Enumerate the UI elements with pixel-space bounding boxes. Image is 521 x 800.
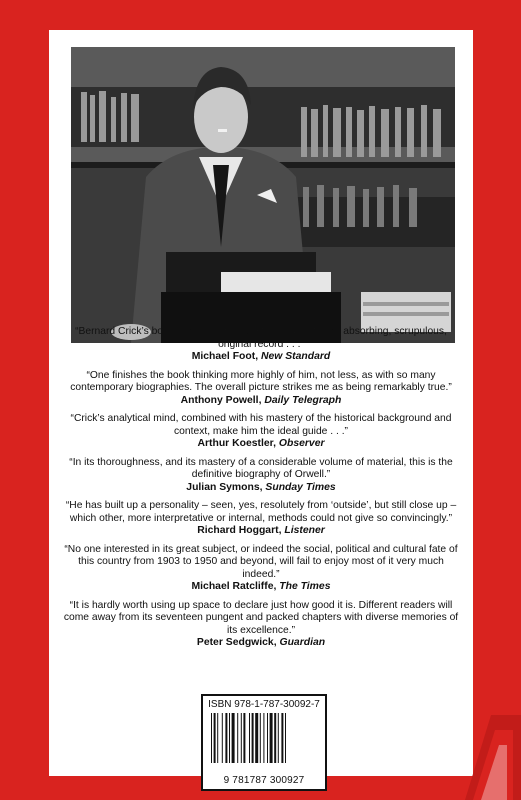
quote-attribution <box>63 525 459 538</box>
quote-publication: Listener <box>284 525 325 536</box>
author-photograph <box>71 47 455 343</box>
barcode-digits: 9 781787 300927 <box>223 775 305 786</box>
quote-text: “No one interested in its great subject, or indeed the social, political and cultural fate of this country from 1903 to 1950 and beyond, will fail to enjoy most of it very much indeed.” <box>64 543 458 580</box>
isbn-label: ISBN 978-1-787-30092-7 <box>208 699 320 710</box>
review-quote <box>63 370 459 408</box>
quote-attribution <box>63 637 459 650</box>
review-quotes <box>63 326 459 656</box>
barcode-bars <box>211 713 317 763</box>
quote-author: Anthony Powell, <box>180 394 262 406</box>
quote-text: “One finishes the book thinking more highly of him, not less, as with so many contemporary biographies. The overall picture strikes me as being remarkably true.” <box>70 369 452 393</box>
quote-author: Julian Symons, <box>186 481 263 493</box>
publisher-logo-icon <box>451 690 521 800</box>
quote-attribution <box>63 351 459 364</box>
quote-attribution <box>63 438 459 451</box>
review-quote <box>63 600 459 650</box>
review-quote <box>63 544 459 594</box>
quote-publication: Observer <box>278 438 325 449</box>
review-quote <box>63 500 459 538</box>
review-quote <box>63 413 459 451</box>
quote-author: Arthur Koestler, <box>197 438 276 449</box>
quote-text: “It is hardly worth using up space to declare just how good it is. Different readers will come away from its seventeen pungent and packed chapters with diverse memories of its excellence.” <box>63 599 459 636</box>
quote-publication: The Times <box>279 581 331 592</box>
isbn-barcode <box>201 694 327 791</box>
quote-publication: Sunday Times <box>265 481 336 493</box>
quote-text: “He has built up a personality – seen, yes, resolutely from ‘outside’, but still close up – which other, more interpretative or internal, methods could not give so convincingly.” <box>65 500 457 524</box>
quote-publication: New Standard <box>260 351 331 362</box>
quote-text: “In its thoroughness, and its mastery of a considerable volume of material, this is the definitive biography of Orwell.” <box>69 456 453 480</box>
quote-author: Peter Sedgwick, <box>196 637 277 648</box>
quote-author: Michael Ratcliffe, <box>191 581 277 592</box>
quote-author: Richard Hoggart, <box>197 525 282 536</box>
quote-attribution <box>63 395 459 408</box>
quote-attribution <box>63 482 459 495</box>
review-quote <box>63 457 459 495</box>
quote-publication: Guardian <box>279 637 326 648</box>
quote-attribution <box>63 581 459 594</box>
quote-text: “Crick’s analytical mind, combined with his mastery of the historical background and context, make him the ideal guide . . .” <box>70 413 452 437</box>
quote-text: “Bernard Crick’s book is a triumph of the first order. It is an absorbing, scrupulous, original record . . .” <box>75 326 447 350</box>
review-quote <box>63 326 459 364</box>
quote-author: Michael Foot, <box>191 351 259 362</box>
quote-publication: Daily Telegraph <box>264 394 342 406</box>
back-cover-panel <box>49 30 473 786</box>
